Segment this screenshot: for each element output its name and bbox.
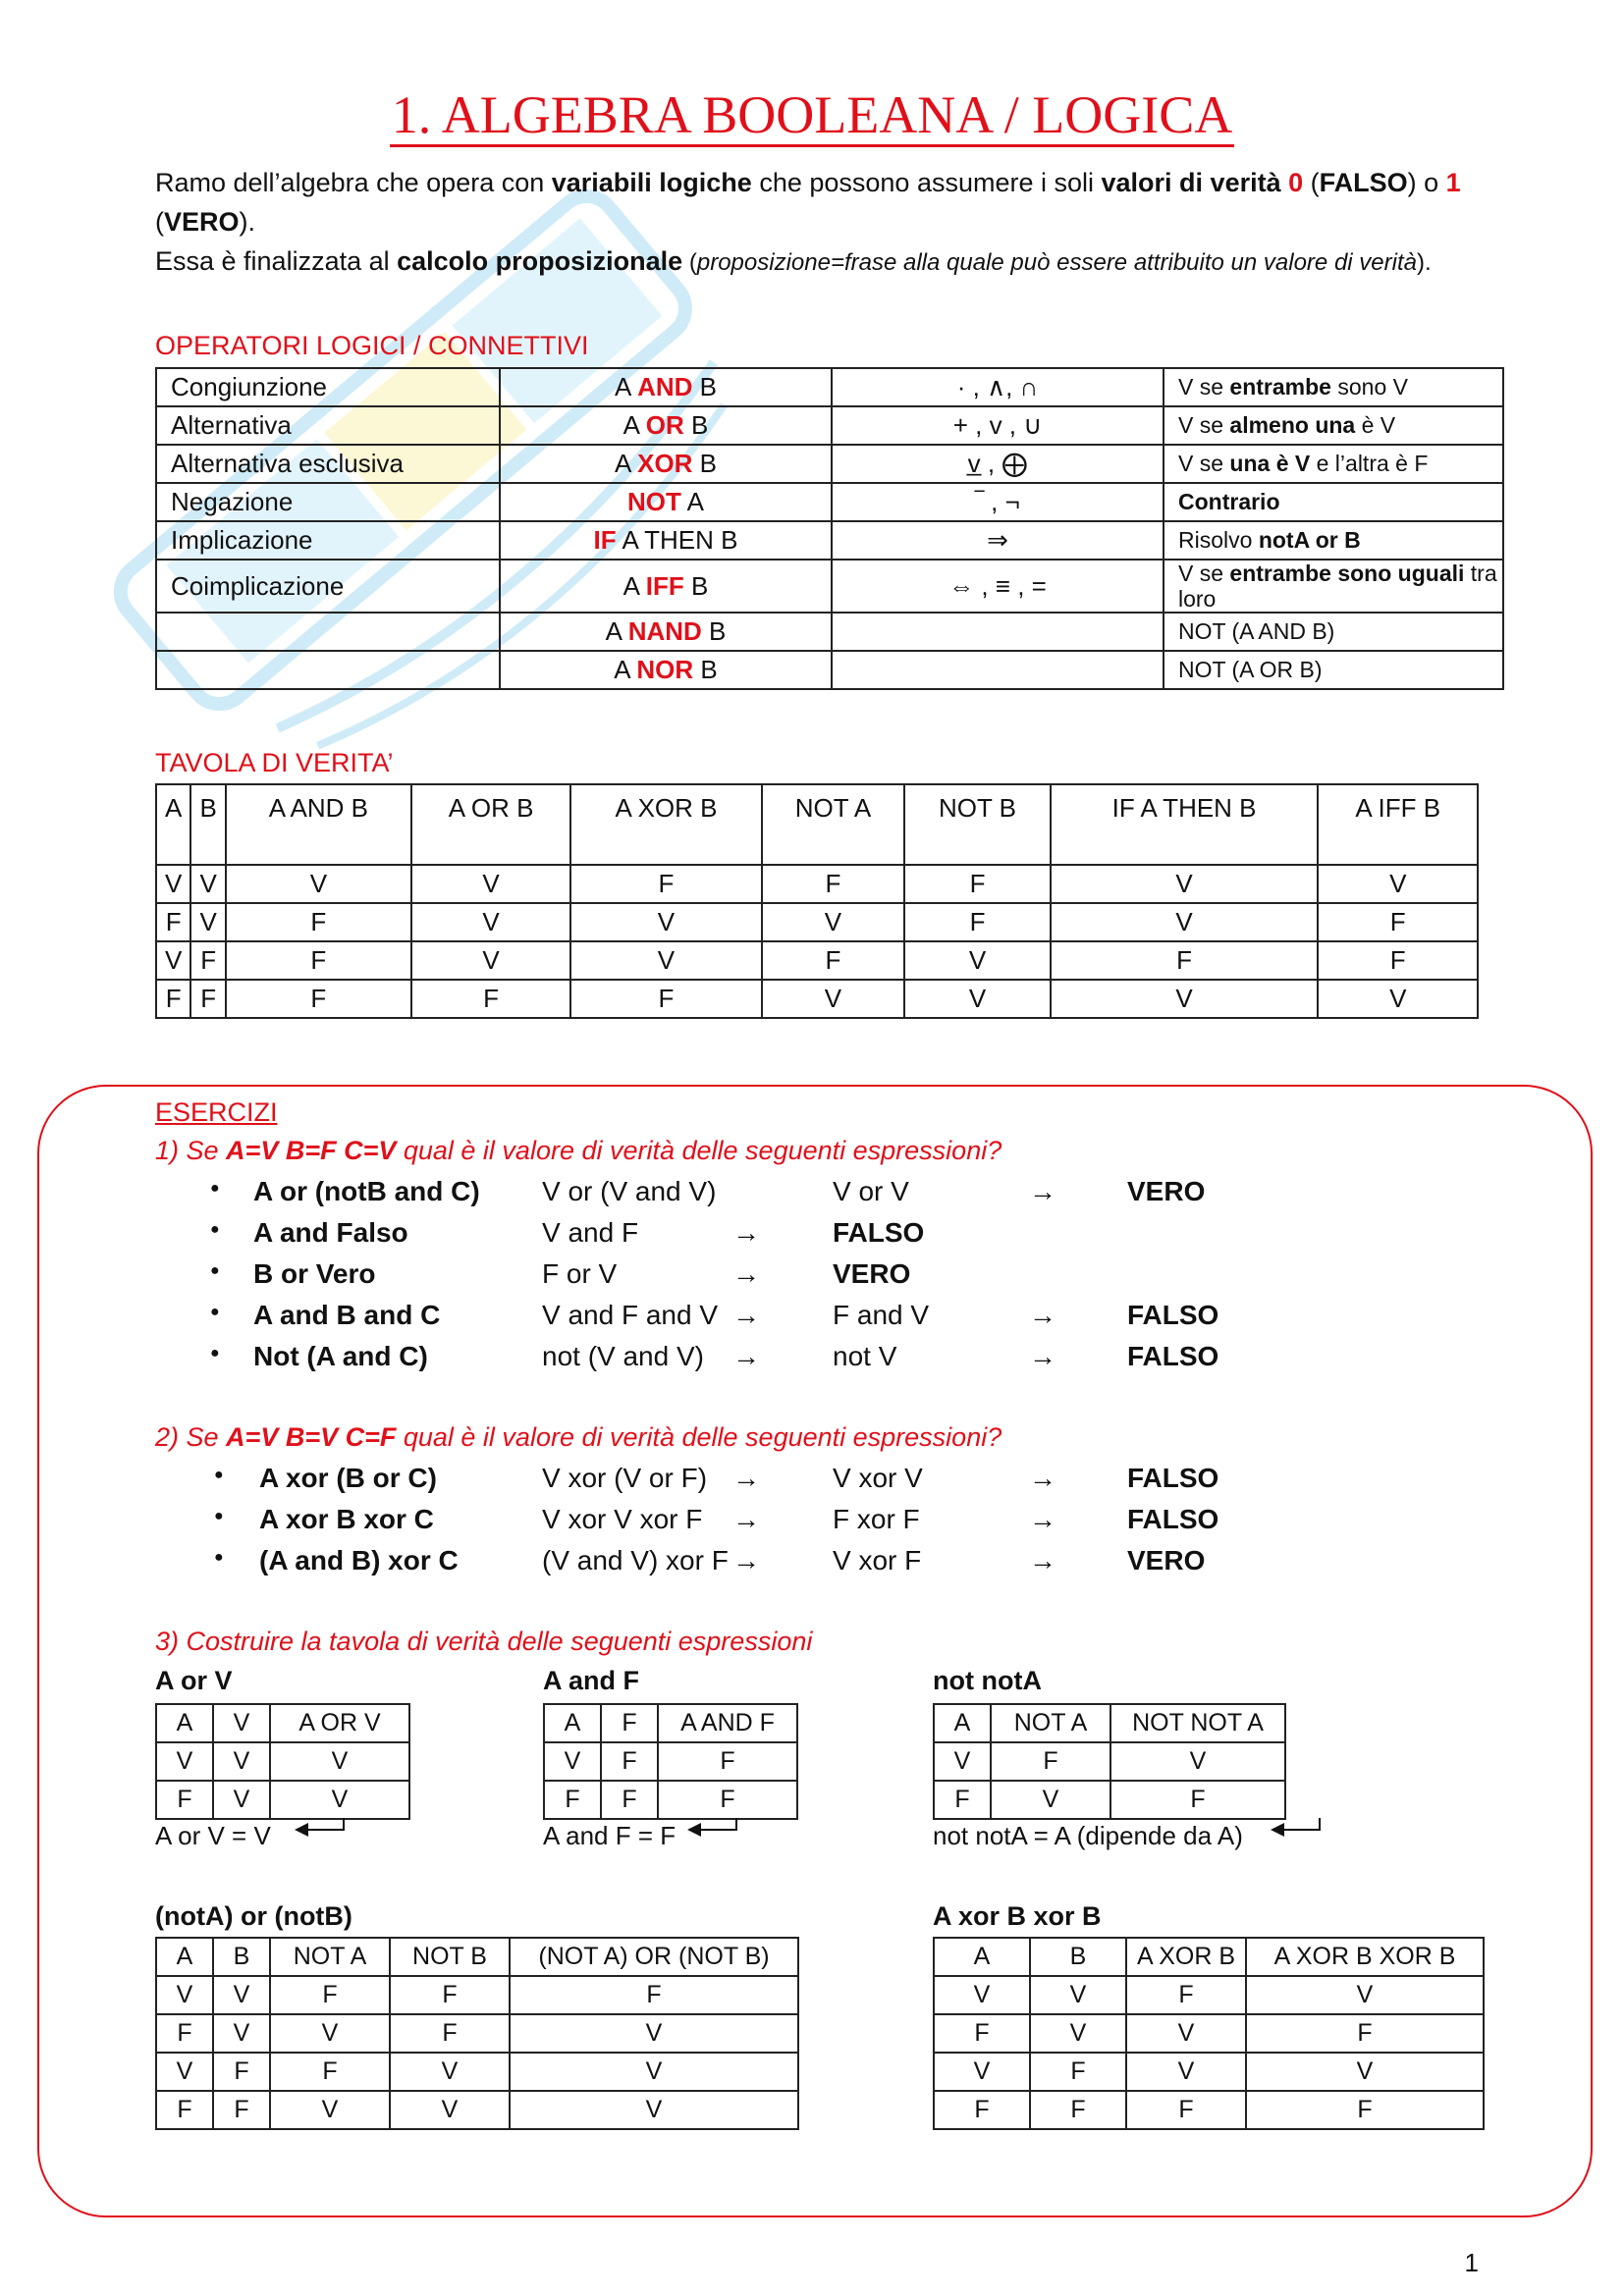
cell: F [601,1742,658,1781]
operator-post: A [680,487,705,516]
operator-name: Implicazione [156,521,500,560]
operator-keyword: XOR [637,449,693,478]
truth-header-cell: A XOR B [570,784,761,865]
intro-paragraph: Ramo dell’algebra che opera con variabili logiche che possono assumere i soli valori di verità 0 (FALSO) o 1 (VERO). Essa è finalizzata al calcolo proposizionale (proposizione=frase alla quale può essere attribuito un valore di verità). [155,168,1461,276]
bullet-icon: ● [214,1549,224,1566]
operator-row [156,368,1503,406]
truth-row [156,941,1478,980]
cell: F [1126,2091,1246,2129]
cell: F [658,1781,797,1819]
truth-cell: V [904,941,1050,980]
operator-description [1164,651,1503,689]
small-table-row [934,2014,1484,2053]
cell: F [156,1781,213,1819]
operator-name [156,613,500,651]
arrow-2: → [1029,1504,1056,1534]
desc-post: e l’altra è F [1310,451,1429,476]
cell: V [1030,2014,1126,2053]
cell: F [213,2091,270,2129]
operator-symbol: + , v , ∪ [832,406,1164,445]
cell: V [510,2014,798,2053]
operator-expression [500,651,832,689]
arrow-2: → [1029,1300,1056,1330]
truth-header-cell: A OR B [411,784,571,865]
header-cell: A [934,1938,1030,1976]
header-cell: A AND F [658,1704,797,1742]
step-1: V and F [542,1217,639,1248]
operator-keyword: IFF [645,570,684,601]
desc-bold: almeno una [1229,412,1356,438]
step-1: V xor (V or F) [542,1463,708,1493]
small-table-row [934,2053,1484,2091]
operator-description [1164,613,1503,651]
operator-name: Alternativa esclusiva [156,445,500,483]
truth-cell: V [1051,980,1319,1018]
arrow-1: → [732,1504,760,1534]
cell: V [1030,1976,1126,2014]
result: FALSO [1127,1341,1219,1371]
operator-row [156,613,1503,651]
operators-table [155,367,1504,690]
small-table-row [156,1976,798,2014]
header-cell: NOT A [270,1938,390,1976]
operator-expression [500,613,832,651]
cell: F [270,1976,390,2014]
expression: A or (notB and C) [253,1176,480,1206]
cell: F [601,1781,658,1819]
operator-row [156,483,1503,521]
step-2: F xor F [833,1504,920,1534]
desc-pre: V se [1178,412,1230,438]
operator-keyword: AND [637,372,693,401]
cell: F [658,1742,797,1781]
bullet-icon: ● [210,1180,220,1197]
operator-name: Alternativa [156,406,500,445]
small-table-header [544,1704,797,1742]
truth-cell: V [762,903,905,941]
arrow-1: → [732,1545,760,1575]
truth-header-cell: A [156,784,190,865]
small-table-row [934,1976,1484,2014]
truth-cell: F [156,903,190,941]
arrow-2: → [1029,1176,1056,1206]
operator-description [1164,483,1503,521]
truth-cell: F [190,941,225,980]
header-cell: A [544,1704,601,1742]
cell: V [934,2053,1030,2091]
cell: V [270,2014,390,2053]
small-table-row [934,2091,1484,2129]
step-1: V xor V xor F [542,1504,703,1534]
operator-symbol [832,613,1164,651]
truth-cell: F [570,865,761,903]
operator-row [156,560,1503,613]
arrow-1: → [732,1258,760,1289]
step-2: not V [833,1341,897,1371]
small-table-header [934,1938,1484,1976]
operator-pre: A [623,410,646,440]
cell: V [270,1781,409,1819]
cell: F [934,2014,1030,2053]
cell: V [156,2053,213,2091]
bullet-icon: ● [210,1345,220,1362]
question-3: 3) Costruire la tavola di verità delle seguenti espressioni [155,1627,813,1656]
truth-cell: V [411,941,571,980]
small-table-row [156,1781,409,1819]
cell: V [213,2014,270,2053]
desc-pre: NOT (A OR B) [1178,657,1323,682]
arrow-1: → [732,1341,760,1371]
operator-post: B [692,372,718,401]
truth-row [156,980,1478,1018]
back-arrow-icon [1269,1816,1327,1845]
truth-cell: F [762,865,905,903]
operator-description [1164,560,1503,613]
operator-symbol: ⇔ , ≡ , = [832,560,1164,613]
table-a-or-v [155,1703,410,1820]
cell: F [1110,1781,1285,1819]
operator-name: Coimplicazione [156,560,500,613]
truth-cell: V [570,903,761,941]
cell: F [544,1781,601,1819]
truth-header-cell: NOT B [904,784,1050,865]
small-table-row [544,1781,797,1819]
truth-cell: V [226,865,411,903]
t2-title: A and F [543,1666,639,1695]
step-1: F or V [542,1258,618,1289]
truth-cell: V [1318,980,1478,1018]
small-table-row [544,1742,797,1781]
arrow-1: → [732,1300,760,1330]
bullet-icon: ● [210,1262,220,1279]
expression: A and B and C [253,1300,441,1330]
expression: A and Falso [253,1217,408,1248]
step-1: V and F and V [542,1300,719,1330]
header-cell: NOT A [991,1704,1110,1742]
step-2: V or V [833,1176,909,1206]
operator-symbol: ⇒ [832,521,1164,560]
cell: F [1126,1976,1246,2014]
cell: F [156,2091,213,2129]
operator-keyword: NOR [636,655,694,684]
desc-pre: V se [1178,374,1230,400]
operator-description [1164,445,1503,483]
cell: V [213,1742,270,1781]
small-table-row [156,2091,798,2129]
question-1: 1) Se A=V B=F C=V qual è il valore di verità delle seguenti espressioni? [155,1136,1002,1165]
header-cell: V [213,1704,270,1742]
result: VERO [1127,1545,1206,1575]
cell: F [1030,2091,1126,2129]
cell: F [934,1781,991,1819]
truth-table [155,783,1479,1019]
header-cell: A XOR B XOR B [1246,1938,1484,1976]
operator-name [156,651,500,689]
truth-cell: F [190,980,225,1018]
table-nota-or-notb [155,1937,799,2130]
back-arrow-icon [685,1816,744,1845]
operator-post: B [683,570,709,601]
cell: V [544,1742,601,1781]
header-cell: F [601,1704,658,1742]
bullet-icon: ● [210,1221,220,1238]
expression: A xor (B or C) [259,1463,437,1493]
cell: F [390,1976,510,2014]
operator-expression [500,368,832,406]
truth-cell: V [190,903,225,941]
operator-post: B [701,616,727,646]
cell: V [1126,2014,1246,2053]
operator-symbol: · , ∧, ∩ [832,368,1164,406]
operator-name: Congiunzione [156,368,500,406]
operator-pre: A [614,449,638,478]
expression: B or Vero [253,1258,376,1289]
page-title: 1. ALGEBRA BOOLEANA / LOGICA [0,84,1624,145]
truth-cell: F [411,980,571,1018]
operator-pre: A [614,655,637,684]
operator-post: B [683,410,709,440]
step-2: F and V [833,1300,930,1330]
header-cell: A OR V [270,1704,409,1742]
operator-post: B [693,655,718,684]
expression: A xor B xor C [259,1504,434,1534]
truth-header-cell: A AND B [226,784,411,865]
page-number: 1 [1464,2248,1479,2277]
truth-cell: F [156,980,190,1018]
truth-cell: F [1318,941,1478,980]
truth-cell: V [1051,865,1319,903]
truth-header-cell: IF A THEN B [1051,784,1319,865]
expression: Not (A and C) [253,1341,428,1371]
table-a-xor-b-xor-b [933,1937,1485,2130]
truth-cell: F [226,903,411,941]
step-2: V xor F [833,1545,922,1575]
truth-row [156,903,1478,941]
operator-expression [500,483,832,521]
truth-cell: V [762,980,905,1018]
operator-expression [500,560,832,613]
truth-cell: V [156,865,190,903]
cell: V [934,1742,991,1781]
cell: V [934,1976,1030,2014]
desc-pre: V se [1178,451,1230,476]
operator-expression [500,521,832,560]
cell: F [1030,2053,1126,2091]
small-table-row [156,2053,798,2091]
truth-cell: F [762,941,905,980]
cell: F [1246,2014,1484,2053]
desc-pre: NOT (A AND B) [1178,618,1335,644]
cell: V [390,2091,510,2129]
header-cell: (NOT A) OR (NOT B) [510,1938,798,1976]
arrow-2: → [1029,1463,1056,1493]
step-1: (V and V) xor F [542,1545,729,1575]
truth-header-cell: A IFF B [1318,784,1478,865]
expression: (A and B) xor C [259,1545,459,1575]
cell: V [510,2053,798,2091]
small-table-row [156,2014,798,2053]
truth-cell: V [190,865,225,903]
table-a-and-f [543,1703,798,1820]
small-table-row [934,1781,1285,1819]
small-table-row [156,1742,409,1781]
truth-cell: V [570,941,761,980]
cell: F [510,1976,798,2014]
truth-cell: F [904,903,1050,941]
header-cell: NOT NOT A [1110,1704,1285,1742]
truth-cell: V [1051,903,1319,941]
t2-caption: A and F = F [543,1821,677,1850]
step-1: not (V and V) [542,1341,704,1371]
desc-pre: V se [1178,561,1230,586]
operator-name: Negazione [156,483,500,521]
desc-post: tra loro [1178,561,1497,612]
operator-row [156,521,1503,560]
truth-cell: V [904,980,1050,1018]
operator-expression [500,445,832,483]
operator-description [1164,521,1503,560]
operator-symbol: v̲ , ⨁ [832,445,1164,483]
truth-cell: F [226,941,411,980]
truth-cell: F [570,980,761,1018]
operator-post: B [692,449,718,478]
operator-expression [500,406,832,445]
bullet-icon: ● [214,1467,224,1483]
truth-cell: V [156,941,190,980]
operator-pre: A [623,570,646,601]
cell: V [510,2091,798,2129]
cell: V [991,1781,1110,1819]
header-cell: NOT B [390,1938,510,1976]
header-cell: A [156,1704,213,1742]
operator-row [156,445,1503,483]
operator-keyword: NOT [626,487,681,516]
cell: F [390,2014,510,2053]
desc-bold: entrambe [1229,374,1331,400]
operator-pre: A [605,616,628,646]
t4-title: (notA) or (notB) [155,1901,352,1931]
cell: F [270,2053,390,2091]
cell: V [213,1976,270,2014]
cell: V [270,2091,390,2129]
step-2: V xor V [833,1463,923,1493]
desc-bold: notA or B [1258,527,1361,553]
operator-post: A THEN B [616,525,738,555]
back-arrow-icon [293,1816,352,1845]
header-cell: B [213,1938,270,1976]
cell: V [390,2053,510,2091]
cell: V [270,1742,409,1781]
bullet-icon: ● [214,1508,224,1524]
truth-row [156,865,1478,903]
table-not-not-a [933,1703,1286,1820]
t3-title: not notA [933,1666,1042,1695]
operator-description [1164,406,1503,445]
operator-row [156,651,1503,689]
truth-cell: V [411,903,571,941]
small-table-header [156,1938,798,1976]
exercises-heading: ESERCIZI [155,1097,278,1127]
cell: F [156,2014,213,2053]
truth-header-cell: NOT A [762,784,905,865]
header-cell: A [934,1704,991,1742]
small-table-row [934,1742,1285,1781]
truth-cell: V [411,865,571,903]
result: FALSO [1127,1300,1219,1330]
cell: F [934,2091,1030,2129]
desc-post: è V [1355,412,1396,438]
result: VERO [1127,1176,1206,1206]
cell: V [156,1976,213,2014]
operators-heading: OPERATORI LOGICI / CONNETTIVI [155,331,589,360]
operator-keyword: NAND [627,616,702,646]
header-cell: B [1030,1938,1126,1976]
truth-cell: F [226,980,411,1018]
cell: V [1246,1976,1484,2014]
operator-keyword: IF [593,525,617,555]
arrow-2: → [1029,1341,1056,1371]
operator-keyword: OR [645,410,684,440]
truth-cell: F [1318,903,1478,941]
cell: V [156,1742,213,1781]
step-2: FALSO [833,1217,925,1248]
arrow-2: → [1029,1545,1056,1575]
truth-heading: TAVOLA DI VERITA’ [155,748,394,777]
operator-pre: A [614,372,638,401]
truth-header-cell: B [190,784,225,865]
operator-symbol [832,651,1164,689]
cell: V [1126,2053,1246,2091]
truth-cell: F [904,865,1050,903]
header-cell: A XOR B [1126,1938,1246,1976]
arrow-1: → [732,1217,760,1248]
cell: V [1110,1742,1285,1781]
result: FALSO [1127,1463,1219,1493]
arrow-1: → [732,1463,760,1493]
desc-bold: entrambe sono uguali [1229,561,1465,586]
question-2: 2) Se A=V B=V C=F qual è il valore di verità delle seguenti espressioni? [155,1422,1002,1452]
cell: F [213,2053,270,2091]
truth-cell: V [1318,865,1478,903]
t5-title: A xor B xor B [933,1901,1102,1931]
desc-pre: Risolvo [1178,527,1259,553]
desc-post: sono V [1330,374,1408,400]
desc-bold: una è V [1229,451,1311,476]
cell: F [1246,2091,1484,2129]
small-table-header [156,1704,409,1742]
bullet-icon: ● [210,1304,220,1320]
t3-caption: not notA = A (dipende da A) [933,1821,1243,1850]
t1-title: A or V [155,1666,233,1695]
result: FALSO [1127,1504,1219,1534]
cell: V [213,1781,270,1819]
step-2: VERO [833,1258,911,1289]
cell: V [1246,2053,1484,2091]
t1-caption: A or V = V [155,1821,271,1850]
cell: F [991,1742,1110,1781]
operator-row [156,406,1503,445]
header-cell: A [156,1938,213,1976]
truth-cell: F [1051,941,1319,980]
desc-bold: Contrario [1178,489,1280,514]
operator-symbol: ‾ , ¬ [832,483,1164,521]
small-table-header [934,1704,1285,1742]
operator-description [1164,368,1503,406]
step-1: V or (V and V) [542,1176,717,1206]
